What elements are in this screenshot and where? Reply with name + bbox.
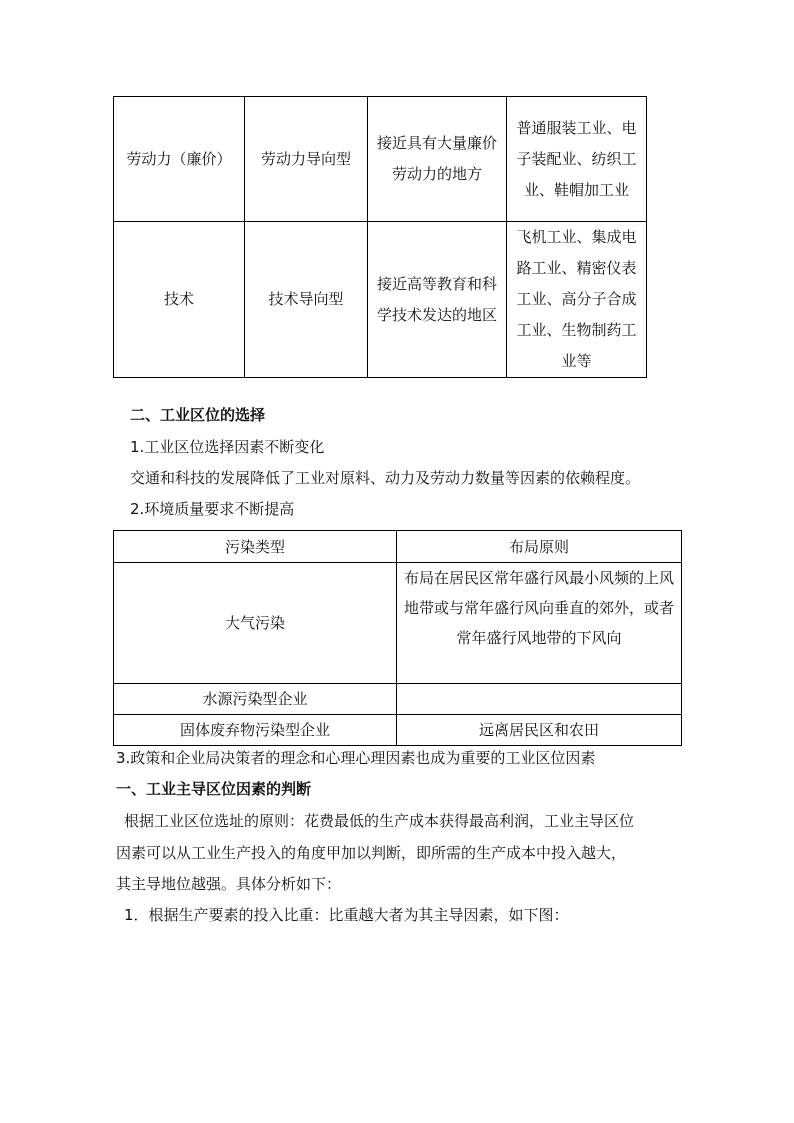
- industries-cell: 飞机工业、集成电路工业、精密仪表工业、高分子合成工业、生物制药工业等: [507, 222, 647, 378]
- list-item-title: 1．根据生产要素的投入比重：比重越大者为其主导因素，如下图：: [124, 906, 569, 924]
- layout-rule-cell: 远离居民区和农田: [397, 715, 682, 746]
- paragraph: 交通和科技的发展降低了工业对原料、动力及劳动力数量等因素的依赖程度。: [130, 469, 641, 487]
- list-item-title: 2.环境质量要求不断提高: [130, 500, 295, 518]
- pollution-type-cell: 固体废弃物污染型企业: [114, 715, 397, 746]
- orientation-type-cell: 技术导向型: [245, 222, 368, 378]
- table-row: [114, 563, 682, 684]
- paragraph-line: 因素可以从工业生产投入的角度甲加以判断，即所需的生产成本中投入越大，: [116, 844, 627, 862]
- industries-cell: 普通服装工业、电子装配业、纺织工业、鞋帽加工业: [507, 97, 647, 222]
- industry-orientation-table: [113, 96, 647, 378]
- table-row: [114, 97, 647, 222]
- pollution-type-cell: 水源污染型企业: [114, 684, 397, 715]
- table-row: [114, 222, 647, 378]
- section-heading: 一、工业主导区位因素的判断: [116, 780, 312, 798]
- location-cell: 接近高等教育和科学技术发达的地区: [368, 222, 507, 378]
- orientation-type-cell: 劳动力导向型: [245, 97, 368, 222]
- table-row: [114, 684, 682, 715]
- paragraph-line: 其主导地位越强。具体分析如下：: [116, 875, 342, 893]
- table-header-row: [114, 531, 682, 563]
- list-item-title: 1.工业区位选择因素不断变化: [130, 438, 325, 456]
- paragraph-line: 根据工业区位选址的原则：花费最低的生产成本获得最高利润，工业主导区位: [124, 812, 635, 830]
- section-heading: 二、工业区位的选择: [130, 406, 266, 424]
- column-header: 布局原则: [397, 531, 682, 563]
- column-header: 污染类型: [114, 531, 397, 563]
- factor-cell: 劳动力（廉价）: [114, 97, 245, 222]
- pollution-type-cell: 大气污染: [114, 563, 397, 684]
- layout-rule-cell: 布局在居民区常年盛行风最小风频的上风地带或与常年盛行风向垂直的郊外，或者常年盛行风地带的下风向: [397, 563, 682, 684]
- pollution-layout-table: [113, 530, 682, 746]
- layout-rule-cell: [397, 684, 682, 715]
- factor-cell: 技术: [114, 222, 245, 378]
- list-item-title: 3.政策和企业局决策者的理念和心理心理因素也成为重要的工业区位因素: [116, 749, 596, 767]
- table-row: [114, 715, 682, 746]
- location-cell: 接近具有大量廉价劳动力的地方: [368, 97, 507, 222]
